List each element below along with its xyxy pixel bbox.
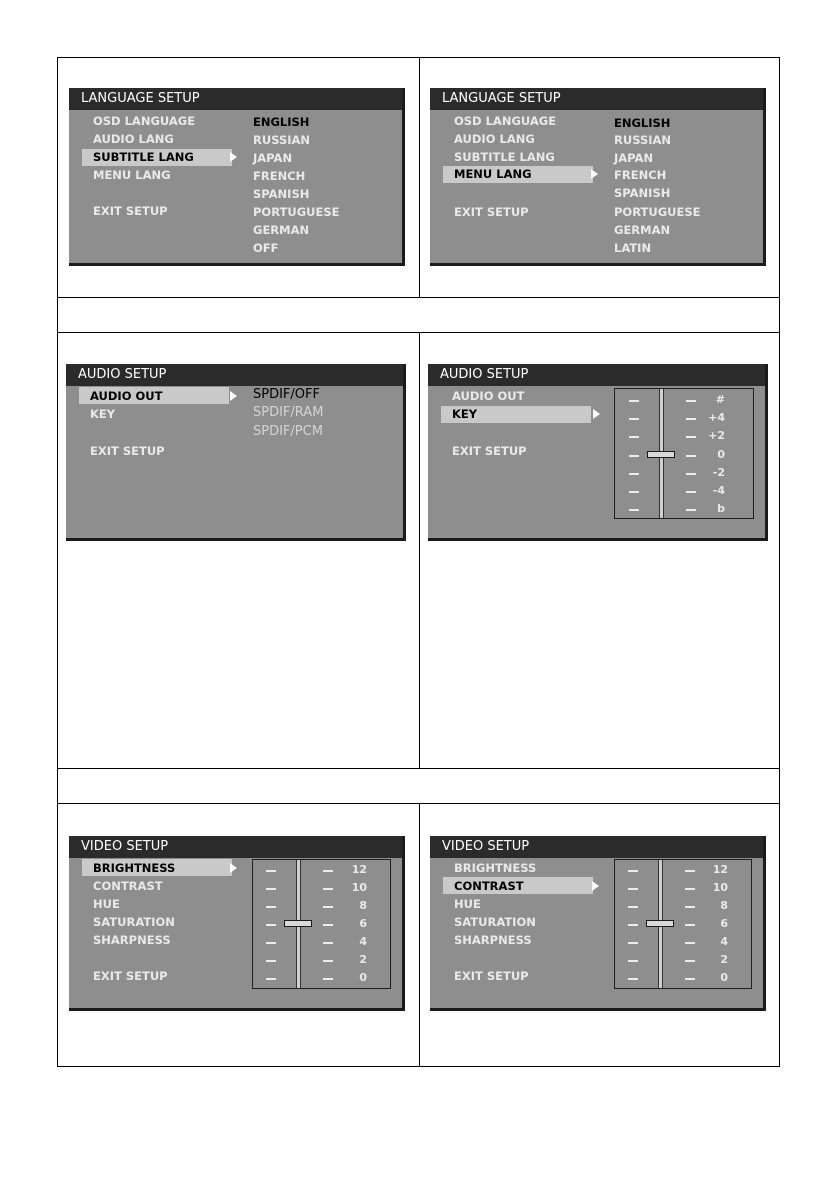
- tick-mark: [266, 978, 276, 980]
- menu-item-saturation[interactable]: SATURATION: [454, 915, 536, 929]
- tick-mark: [629, 509, 639, 511]
- option-japan[interactable]: JAPAN: [253, 151, 293, 165]
- menu-item-subtitle-lang[interactable]: SUBTITLE LANG: [93, 150, 194, 164]
- tick-mark: [628, 942, 638, 944]
- tick-mark: [685, 906, 695, 908]
- scale-label: 12: [712, 863, 728, 876]
- tick-mark: [629, 400, 639, 402]
- menu-item-exit-setup[interactable]: EXIT SETUP: [454, 969, 529, 983]
- tick-mark: [685, 888, 695, 890]
- menu-item-sharpness[interactable]: SHARPNESS: [454, 933, 532, 947]
- scale-label: 10: [712, 881, 728, 894]
- contrast-slider[interactable]: [614, 859, 752, 989]
- row-divider: [58, 768, 779, 769]
- menu-item-audio-out[interactable]: AUDIO OUT: [452, 389, 525, 403]
- screen-title: LANGUAGE SETUP: [69, 88, 402, 110]
- slider-knob[interactable]: [647, 451, 675, 458]
- tick-mark: [323, 924, 333, 926]
- menu-item-exit-setup[interactable]: EXIT SETUP: [93, 969, 168, 983]
- tick-mark: [686, 400, 696, 402]
- option-french[interactable]: FRENCH: [614, 168, 667, 182]
- option-spdif-ram[interactable]: SPDIF/RAM: [253, 405, 324, 420]
- scale-label: 8: [359, 899, 367, 912]
- menu-item-menu-lang[interactable]: MENU LANG: [93, 168, 171, 182]
- option-russian[interactable]: RUSSIAN: [614, 133, 672, 147]
- tick-mark: [629, 436, 639, 438]
- option-portuguese[interactable]: PORTUGUESE: [253, 205, 340, 219]
- tick-mark: [266, 960, 276, 962]
- tick-mark: [323, 942, 333, 944]
- option-german[interactable]: GERMAN: [614, 223, 671, 237]
- tick-mark: [266, 906, 276, 908]
- scale-label: 6: [720, 917, 728, 930]
- right-arrow-icon: [230, 863, 237, 873]
- menu-item-audio-lang[interactable]: AUDIO LANG: [93, 132, 174, 146]
- option-japan[interactable]: JAPAN: [614, 151, 654, 165]
- option-spanish[interactable]: SPANISH: [614, 186, 671, 200]
- screen-title: VIDEO SETUP: [430, 836, 763, 858]
- right-arrow-icon: [230, 391, 237, 401]
- tick-mark: [266, 924, 276, 926]
- tick-mark: [266, 870, 276, 872]
- tick-mark: [686, 509, 696, 511]
- menu-item-key[interactable]: KEY: [452, 407, 478, 421]
- key-label: +4: [708, 411, 725, 424]
- screen-title: VIDEO SETUP: [69, 836, 402, 858]
- menu-item-exit-setup[interactable]: EXIT SETUP: [90, 444, 165, 458]
- language-setup-menu-screen: [430, 88, 766, 266]
- key-label: #: [715, 393, 725, 406]
- tick-mark: [628, 978, 638, 980]
- tick-mark: [685, 942, 695, 944]
- menu-item-key[interactable]: KEY: [90, 407, 116, 421]
- tick-mark: [685, 870, 695, 872]
- tick-mark: [686, 436, 696, 438]
- tick-mark: [629, 418, 639, 420]
- menu-item-audio-out[interactable]: AUDIO OUT: [90, 389, 163, 403]
- video-setup-brightness-screen: [69, 836, 405, 1011]
- tick-mark: [323, 870, 333, 872]
- menu-item-hue[interactable]: HUE: [93, 897, 120, 911]
- column-divider: [419, 58, 420, 297]
- tick-mark: [266, 888, 276, 890]
- tick-mark: [629, 491, 639, 493]
- menu-item-subtitle-lang[interactable]: SUBTITLE LANG: [454, 150, 555, 164]
- right-arrow-icon: [591, 169, 598, 179]
- menu-item-contrast[interactable]: CONTRAST: [93, 879, 163, 893]
- option-russian[interactable]: RUSSIAN: [253, 133, 311, 147]
- tick-mark: [686, 491, 696, 493]
- menu-item-brightness[interactable]: BRIGHTNESS: [454, 861, 537, 875]
- key-label: -2: [712, 466, 725, 479]
- menu-item-exit-setup[interactable]: EXIT SETUP: [93, 204, 168, 218]
- scale-label: 10: [351, 881, 367, 894]
- scale-label: 0: [720, 971, 728, 984]
- tick-mark: [323, 978, 333, 980]
- option-off[interactable]: OFF: [253, 241, 279, 255]
- screen-title: AUDIO SETUP: [66, 364, 403, 386]
- scale-label: 4: [359, 935, 367, 948]
- option-latin[interactable]: LATIN: [614, 241, 652, 255]
- right-arrow-icon: [593, 409, 600, 419]
- screen-title: AUDIO SETUP: [428, 364, 765, 386]
- menu-item-exit-setup[interactable]: EXIT SETUP: [454, 205, 529, 219]
- key-label: 0: [717, 448, 725, 461]
- scale-label: 2: [720, 953, 728, 966]
- scale-label: 8: [720, 899, 728, 912]
- slider-knob[interactable]: [646, 920, 674, 927]
- column-divider: [419, 332, 420, 768]
- video-setup-contrast-screen: [430, 836, 766, 1011]
- scale-label: 0: [359, 971, 367, 984]
- tick-mark: [628, 906, 638, 908]
- tick-mark: [266, 942, 276, 944]
- key-label: b: [717, 502, 725, 515]
- menu-item-osd-language[interactable]: OSD LANGUAGE: [93, 114, 196, 128]
- tick-mark: [323, 960, 333, 962]
- tick-mark: [686, 473, 696, 475]
- option-spdif-off[interactable]: SPDIF/OFF: [253, 387, 320, 402]
- screen-title: LANGUAGE SETUP: [430, 88, 763, 110]
- option-english[interactable]: ENGLISH: [253, 115, 310, 129]
- tick-mark: [628, 924, 638, 926]
- tick-mark: [628, 888, 638, 890]
- audio-setup-key-screen: [428, 364, 768, 541]
- slider-knob[interactable]: [284, 920, 312, 927]
- tick-mark: [629, 473, 639, 475]
- tick-mark: [628, 960, 638, 962]
- tick-mark: [685, 960, 695, 962]
- scale-label: 2: [359, 953, 367, 966]
- menu-item-audio-lang[interactable]: AUDIO LANG: [454, 132, 535, 146]
- option-spdif-pcm[interactable]: SPDIF/PCM: [253, 424, 323, 439]
- menu-item-osd-language[interactable]: OSD LANGUAGE: [454, 114, 557, 128]
- tick-mark: [629, 455, 639, 457]
- column-divider: [419, 803, 420, 1067]
- right-arrow-icon: [230, 152, 237, 162]
- right-arrow-icon: [592, 881, 599, 891]
- menu-item-contrast[interactable]: CONTRAST: [454, 879, 524, 893]
- option-spanish[interactable]: SPANISH: [253, 187, 310, 201]
- tick-mark: [628, 870, 638, 872]
- key-label: -4: [712, 484, 725, 497]
- menu-item-hue[interactable]: HUE: [454, 897, 481, 911]
- option-portuguese[interactable]: PORTUGUESE: [614, 205, 701, 219]
- row-divider: [58, 297, 779, 298]
- key-slider[interactable]: [614, 388, 754, 519]
- tick-mark: [685, 978, 695, 980]
- tick-mark: [686, 418, 696, 420]
- tick-mark: [323, 906, 333, 908]
- brightness-slider[interactable]: [252, 859, 391, 989]
- menu-item-menu-lang[interactable]: MENU LANG: [454, 167, 532, 181]
- menu-item-saturation[interactable]: SATURATION: [93, 915, 175, 929]
- scale-label: 6: [359, 917, 367, 930]
- audio-setup-audio-out-screen: [66, 364, 406, 541]
- option-english[interactable]: ENGLISH: [614, 116, 671, 130]
- scale-label: 4: [720, 935, 728, 948]
- tick-mark: [685, 924, 695, 926]
- key-label: +2: [708, 429, 725, 442]
- menu-item-exit-setup[interactable]: EXIT SETUP: [452, 444, 527, 458]
- tick-mark: [686, 455, 696, 457]
- menu-item-sharpness[interactable]: SHARPNESS: [93, 933, 171, 947]
- menu-item-brightness[interactable]: BRIGHTNESS: [93, 861, 176, 875]
- tick-mark: [323, 888, 333, 890]
- option-french[interactable]: FRENCH: [253, 169, 306, 183]
- language-setup-subtitle-screen: [69, 88, 405, 266]
- option-german[interactable]: GERMAN: [253, 223, 310, 237]
- scale-label: 12: [351, 863, 367, 876]
